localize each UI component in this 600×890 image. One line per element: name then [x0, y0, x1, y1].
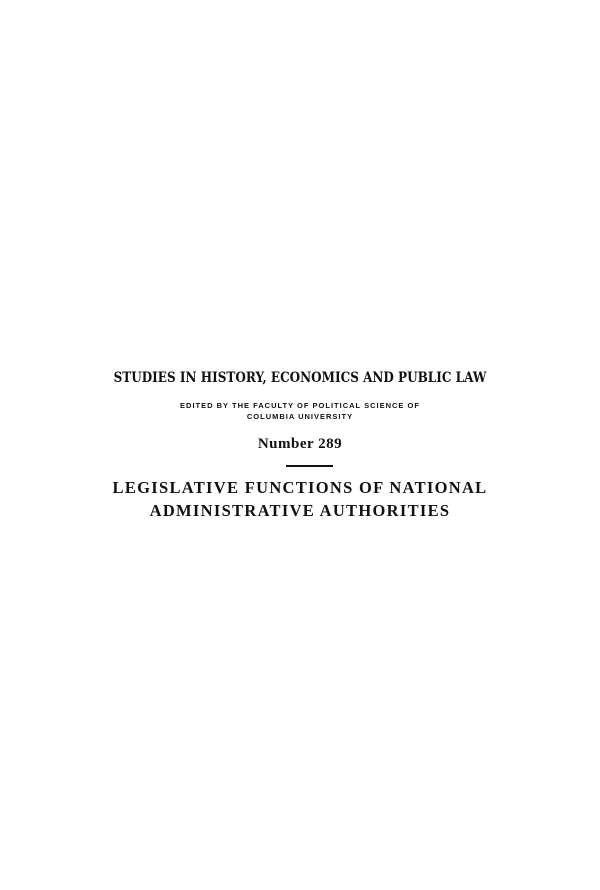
book-title-line-1: LEGISLATIVE FUNCTIONS OF NATIONAL — [112, 478, 488, 497]
editor-statement — [0, 400, 600, 422]
editor-line-2: COLUMBIA UNIVERSITY — [246, 412, 354, 421]
book-title — [0, 476, 600, 522]
series-number: Number 289 — [257, 436, 343, 452]
book-title-line-2: ADMINISTRATIVE AUTHORITIES — [149, 501, 451, 520]
series-title: STUDIES IN HISTORY, ECONOMICS AND PUBLIC LAW — [113, 370, 487, 386]
divider-rule — [286, 465, 333, 467]
editor-line-1: EDITED BY THE FACULTY OF POLITICAL SCIENCE OF — [180, 401, 420, 410]
